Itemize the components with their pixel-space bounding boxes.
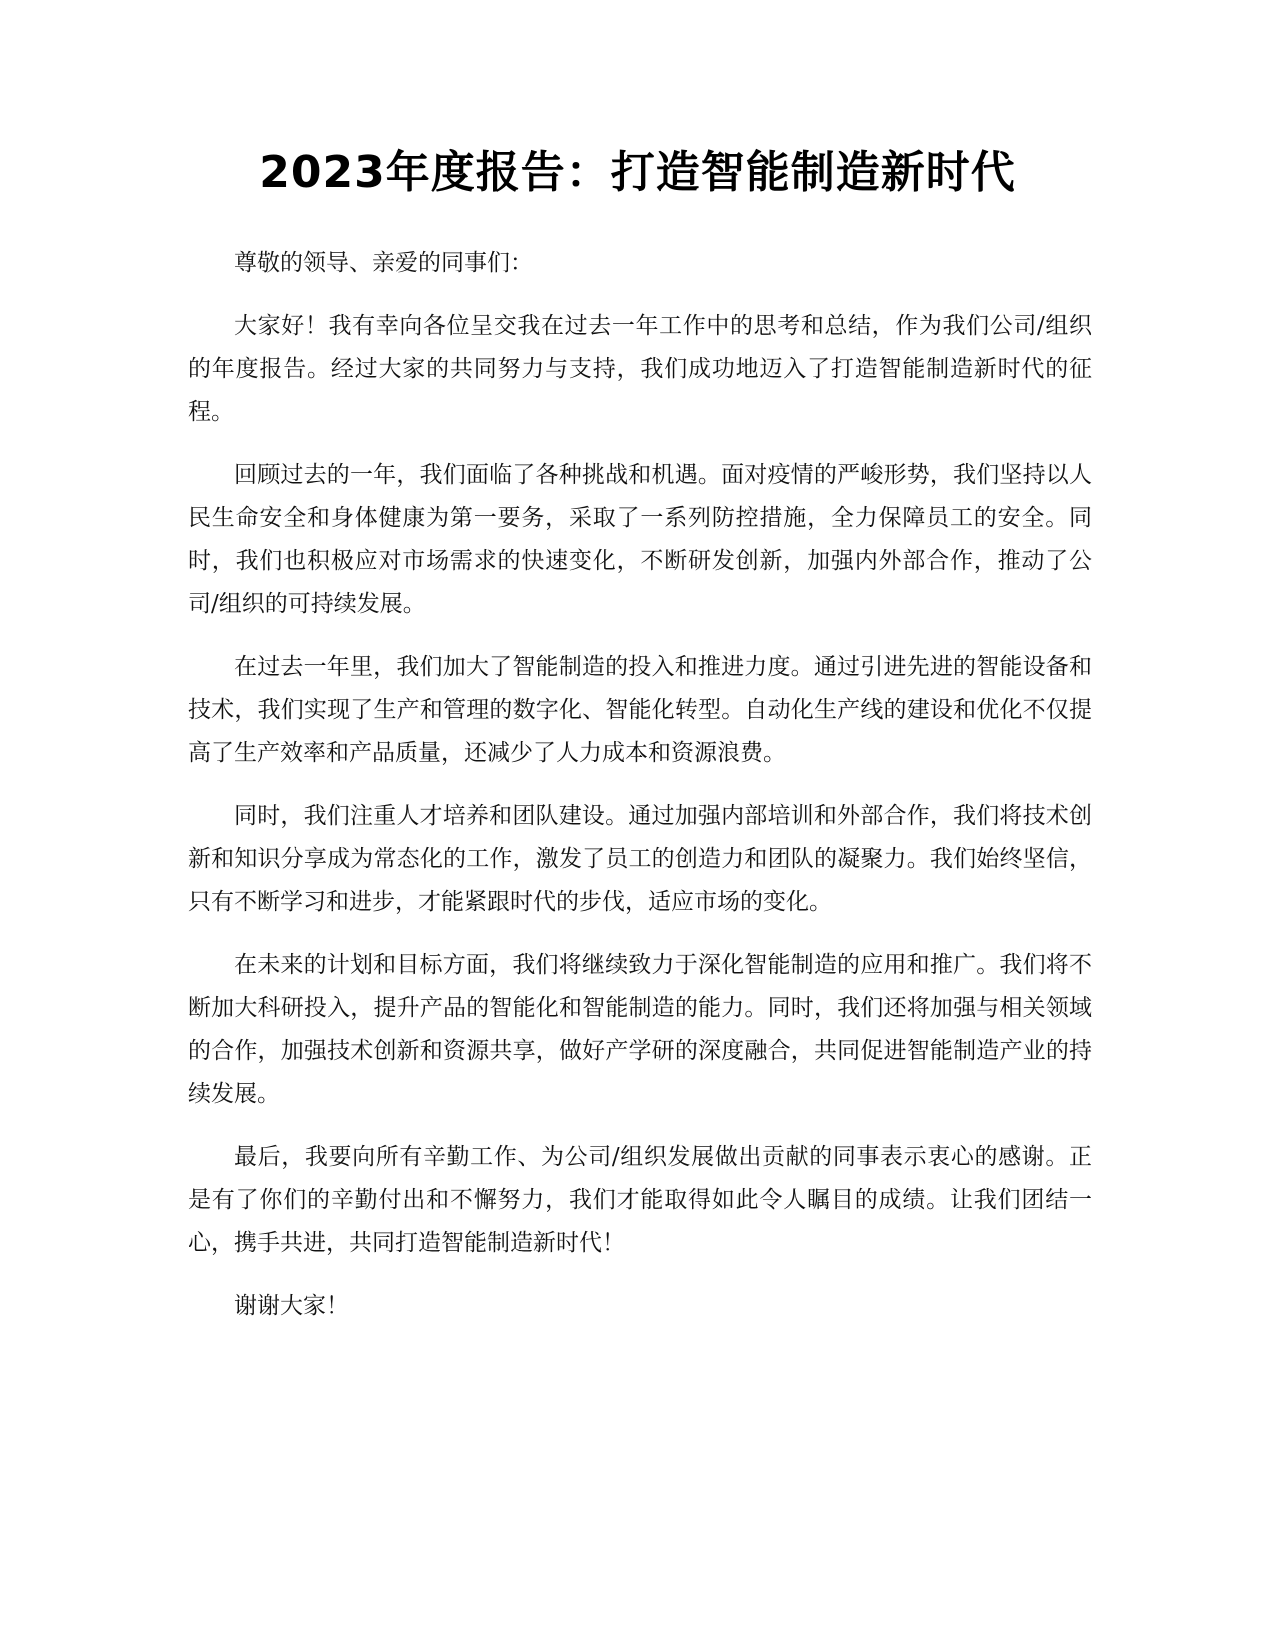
paragraph-smart-manufacturing: 在过去一年里，我们加大了智能制造的投入和推进力度。通过引进先进的智能设备和技术，我们实现了生产和管理的数字化、智能化转型。自动化生产线的建设和优化不仅提高了生产效率和产品质量，还减少了人力成本和资源浪费。 <box>188 654 1092 766</box>
document-body <box>188 242 1092 1348</box>
paragraph-thanks: 最后，我要向所有辛勤工作、为公司/组织发展做出贡献的同事表示衷心的感谢。正是有了你们的辛勤付出和不懈努力，我们才能取得如此令人瞩目的成绩。让我们团结一心，携手共进，共同打造智能制造新时代！ <box>188 1144 1092 1256</box>
paragraph-closing: 谢谢大家！ <box>234 1293 349 1319</box>
document-title: 2023年度报告：打造智能制造新时代 <box>259 147 1016 198</box>
paragraph-salutation: 尊敬的领导、亲爱的同事们： <box>234 250 533 276</box>
paragraph-review: 回顾过去的一年，我们面临了各种挑战和机遇。面对疫情的严峻形势，我们坚持以人民生命安全和身体健康为第一要务，采取了一系列防控措施，全力保障员工的安全。同时，我们也积极应对市场需求的快速变化，不断研发创新，加强内外部合作，推动了公司/组织的可持续发展。 <box>188 462 1092 617</box>
paragraph-future-plans: 在未来的计划和目标方面，我们将继续致力于深化智能制造的应用和推广。我们将不断加大科研投入，提升产品的智能化和智能制造的能力。同时，我们还将加强与相关领域的合作，加强技术创新和资源共享，做好产学研的深度融合，共同促进智能制造产业的持续发展。 <box>188 952 1092 1107</box>
paragraph-greeting: 大家好！我有幸向各位呈交我在过去一年工作中的思考和总结，作为我们公司/组织的年度报告。经过大家的共同努力与支持，我们成功地迈入了打造智能制造新时代的征程。 <box>188 313 1092 425</box>
paragraph-talent: 同时，我们注重人才培养和团队建设。通过加强内部培训和外部合作，我们将技术创新和知识分享成为常态化的工作，激发了员工的创造力和团队的凝聚力。我们始终坚信，只有不断学习和进步，才能紧跟时代的步伐，适应市场的变化。 <box>188 803 1092 915</box>
